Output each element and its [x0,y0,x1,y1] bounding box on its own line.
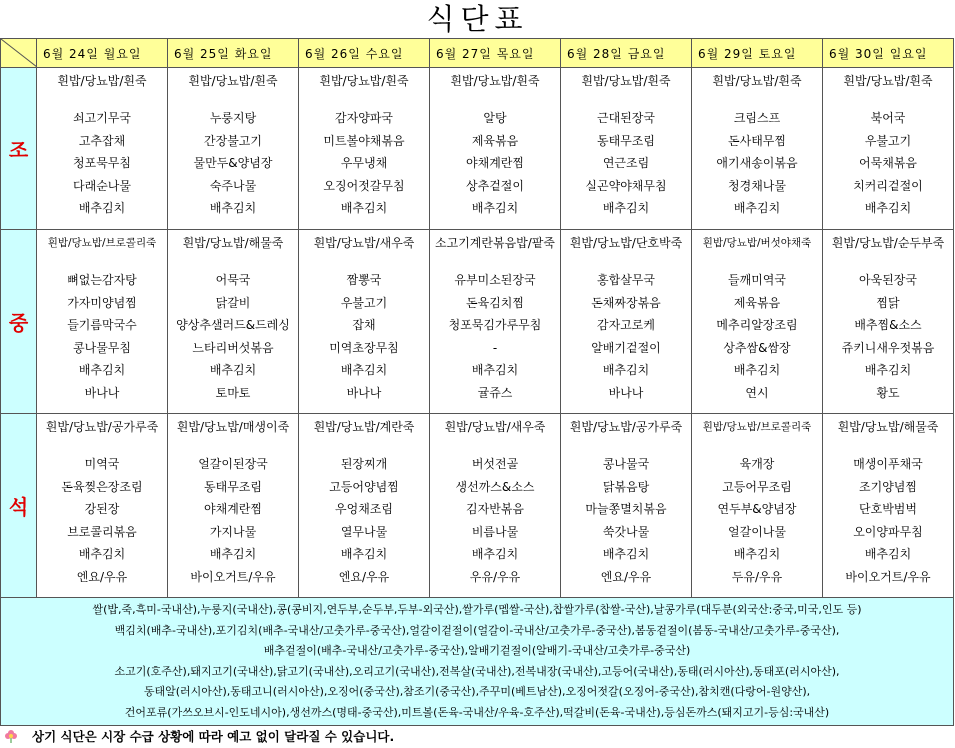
menu-cell [430,414,561,598]
origin-info [1,598,954,726]
meal-label: 중 [1,230,37,414]
dish-item: 두유/우유 [731,569,783,584]
dish-item: 연근조림 [602,156,650,170]
dish-item: 연시 [745,385,769,400]
menu-cell [168,414,299,598]
dish-item: 고등어양념찜 [329,479,399,494]
dish-item: 고등어무조림 [722,479,792,494]
menu-cell [168,230,299,414]
header-row [1,39,954,68]
dish-item: 청포묵무침 [73,156,131,170]
dish-item: 미역국 [84,457,120,471]
dish-item: 단호박범벅 [859,502,917,516]
dish-item: 다래순나물 [73,178,131,193]
dish-item: 알배기겉절이 [591,340,661,355]
menu-cell [299,230,430,414]
corner-cell [1,39,37,68]
menu-cell [692,68,823,230]
grain-item: 흰밥/당뇨밥/공가루죽 [569,420,683,434]
menu-cell [37,68,168,230]
grain-item: 흰밥/당뇨밥/새우죽 [444,420,546,434]
dish-item: 돈채짜장볶음 [591,295,661,310]
dish-item: 우엉채조림 [335,502,393,516]
dish-item: 배추김치 [864,363,912,377]
grain-item: 흰밥/당뇨밥/매생이죽 [176,420,290,434]
dish-item: 얼갈이나물 [728,524,786,539]
menu-table [0,38,954,726]
dish-item: 쑥갓나물 [602,524,650,539]
day-header: 6월 28일 금요일 [561,39,692,68]
grain-item: 흰밥/당뇨밥/흰죽 [450,74,540,88]
dish-item: 배추김치 [340,547,388,561]
dish-item: 배추김치 [209,363,257,377]
dish-item: 실곤약야채무침 [585,178,667,193]
menu-cell [823,414,954,598]
dish-item: 동태무조림 [597,133,655,148]
dish-item: 뼈없는감자탕 [67,273,137,287]
dish-item: 배추김치 [602,201,650,215]
grain-item: 흰밥/당뇨밥/해물죽 [182,236,284,250]
dish-item: 고추잡채 [78,133,126,148]
dish-item: 배추김치 [340,201,388,215]
menu-cell [561,68,692,230]
dish-item: 귤쥬스 [477,385,513,400]
dish-item: - [492,340,498,355]
origin-line: 백김치(배추-국내산),포기김치(배추-국내산/고춧가루-중국산),얼갈이겉절이(얼갈이-국내산/고춧가루-중국산),봄동겉절이(봄동-국내산/고춧가루-중국산), [114,623,840,637]
grain-item: 흰밥/당뇨밥/흰죽 [57,74,147,88]
dish-item: 누룽지탕 [209,111,257,125]
dish-item: 콩나물국 [602,457,650,471]
dish-item: 닭갈비 [215,295,251,310]
dish-item: 메추리알장조림 [716,318,798,332]
origin-row [1,598,954,726]
day-header: 6월 25일 화요일 [168,39,299,68]
dish-item: 숙주나물 [209,178,257,193]
dish-item: 야채계란찜 [466,156,524,170]
dish-item: 제육볶음 [471,133,519,148]
grain-item: 흰밥/당뇨밥/버섯야채죽 [702,237,812,249]
dish-item: 돈육찢은장조림 [61,479,143,494]
dish-item: 우유/우유 [469,569,521,584]
dish-item: 오이양파무침 [853,524,923,539]
dish-item: 어묵채볶음 [859,156,917,170]
menu-cell [561,230,692,414]
dish-item: 배추김치 [78,201,126,215]
dish-item: 동태무조림 [204,479,262,494]
dish-item: 가지나물 [209,524,257,539]
origin-line: 배추겉절이(배추-국내산/고춧가루-중국산),알배기겉절이(알배기-국내산/고춧가루-중국산) [263,644,691,657]
meal-body [1,68,954,598]
menu-cell [299,414,430,598]
dish-item: 청경채나물 [728,178,786,193]
dish-item: 양상추샐러드&드레싱 [176,318,290,332]
dish-item: 야채계란찜 [204,502,262,516]
dish-item: 배추김치 [602,547,650,561]
dish-item: 배추김치 [78,547,126,561]
grain-item: 흰밥/당뇨밥/계란죽 [313,420,415,434]
dish-item: 배추김치 [471,363,519,377]
dish-item: 닭볶음탕 [602,479,650,494]
dish-item: 생선까스&소스 [455,479,535,494]
menu-cell [430,68,561,230]
meal-label: 석 [1,414,37,598]
dish-item: 배추김치 [733,363,781,377]
dish-item: 돈사태무찜 [728,133,786,148]
origin-line: 소고기(호주산),돼지고기(국내산),닭고기(국내산),오리고기(국내산),전복살(국내산),전복내장(국내산),고등어(국내산),동태(러시아산),동태포(러시아산), [114,664,840,678]
day-header: 6월 29일 토요일 [692,39,823,68]
dish-item: 연두부&양념장 [717,502,797,516]
dish-item: 황도 [876,385,900,400]
day-header: 6월 30일 일요일 [823,39,954,68]
dish-item: 우불고기 [340,295,388,310]
grain-item: 흰밥/당뇨밥/단호박죽 [569,236,683,250]
dish-item: 배추김치 [340,363,388,377]
dish-item: 버섯전골 [471,457,519,471]
menu-cell [430,230,561,414]
dish-item: 상추겉절이 [466,178,524,193]
dish-item: 바나나 [346,385,382,400]
dish-item: 바나나 [84,385,120,400]
grain-item: 흰밥/당뇨밥/흰죽 [843,74,933,88]
menu-cell [168,68,299,230]
menu-cell [692,414,823,598]
diagonal-divider [1,39,37,67]
menu-cell [37,414,168,598]
grain-item: 흰밥/당뇨밥/흰죽 [712,74,802,88]
dish-item: 바나나 [608,385,644,400]
dish-item: 간장불고기 [204,133,262,148]
dish-item: 들깨미역국 [728,273,786,287]
dish-item: 배추김치 [733,201,781,215]
dish-item: 배추김치 [471,547,519,561]
footer-note [0,726,955,748]
origin-line: 동태알(러시아산),동태고니(러시아산),오징어(중국산),참조기(중국산),주꾸미(베트남산),오징어젓갈(오징어-중국산),참치캔(다랑어-원양산), [143,685,811,698]
grain-item: 흰밥/당뇨밥/흰죽 [581,74,671,88]
dish-item: 강된장 [84,502,120,516]
dish-item: 근대된장국 [597,111,655,125]
dish-item: 치커리겉절이 [853,178,923,193]
dish-item: 크림스프 [733,111,781,125]
dish-item: 브로콜리볶음 [67,524,137,539]
grain-item: 소고기계란볶음밥/팥죽 [435,236,555,250]
grain-item: 흰밥/당뇨밥/흰죽 [188,74,278,88]
page-title: 식단표 [426,2,529,36]
grain-item: 흰밥/당뇨밥/해물죽 [837,420,939,434]
dish-item: 오징어젓갈무침 [323,178,405,193]
day-header: 6월 26일 수요일 [299,39,430,68]
dish-item: 들기름막국수 [67,318,137,332]
dish-item: 어묵국 [215,273,251,287]
menu-cell [692,230,823,414]
dish-item: 배추찜&소스 [854,318,922,332]
meal-row [1,230,954,414]
dish-item: 제육볶음 [733,295,781,310]
dish-item: 알탕 [483,111,507,125]
dish-item: 유부미소된장국 [454,273,536,287]
dish-item: 애기새송이볶음 [716,156,798,170]
dish-item: 쥬키니새우젓볶음 [841,340,935,355]
dish-item: 우불고기 [864,133,912,148]
dish-item: 우무냉채 [340,156,388,170]
dish-item: 된장찌개 [340,457,388,471]
menu-cell [561,414,692,598]
dish-item: 비름나물 [471,524,519,539]
dish-item: 북어국 [870,111,906,125]
dish-item: 엔요/우유 [338,569,390,584]
dish-item: 조기양념찜 [859,479,917,494]
dish-item: 가자미양념찜 [67,295,137,310]
origin-line: 건어포류(가쓰오브시-인도네시아),생선까스(명태-중국산),미트볼(돈육-국내산/우육-호주산),떡갈비(돈육-국내산),등심돈까스(돼지고기-등심:국내산) [124,705,830,719]
day-header: 6월 24일 월요일 [37,39,168,68]
grain-item: 흰밥/당뇨밥/브로콜리죽 [702,421,812,433]
dish-item: 매생이푸채국 [853,457,923,471]
origin-line: 쌀(밥,죽,흑미-국내산),누룽지(국내산),콩(콩비지,연두부,순두부,두부-외국산),쌀가루(멥쌀-국산),찹쌀가루(찹쌀-국산),날콩가루(대두분(외국산:중국,미국,인도 등) [92,603,862,616]
meal-row [1,414,954,598]
grain-item: 흰밥/당뇨밥/브로콜리죽 [47,237,157,249]
meal-row [1,68,954,230]
dish-item: 쇠고기무국 [73,111,131,125]
dish-item: 토마토 [215,385,251,400]
day-header: 6월 27일 목요일 [430,39,561,68]
dish-item: 김자반볶음 [466,502,524,516]
dish-item: 찜닭 [876,295,900,310]
dish-item: 배추김치 [864,201,912,215]
dish-item: 배추김치 [209,201,257,215]
menu-cell [37,230,168,414]
dish-item: 아욱된장국 [859,273,917,287]
dish-item: 배추김치 [733,547,781,561]
meal-label: 조 [1,68,37,230]
dish-item: 육개장 [739,457,775,471]
dish-item: 돈육김치찜 [466,295,524,310]
dish-item: 잡채 [352,318,376,332]
dish-item: 홍합살무국 [597,273,655,287]
dish-item: 마늘쫑멸치볶음 [585,502,667,516]
dish-item: 배추김치 [864,547,912,561]
grain-item: 흰밥/당뇨밥/순두부죽 [831,236,945,250]
dish-item: 엔요/우유 [76,569,128,584]
dish-item: 미트볼야채볶음 [323,133,405,148]
dish-item: 미역초장무침 [329,340,399,355]
dish-item: 배추김치 [209,547,257,561]
grain-item: 흰밥/당뇨밥/새우죽 [313,236,415,250]
dish-item: 짬뽕국 [346,273,382,287]
menu-cell [299,68,430,230]
dish-item: 배추김치 [78,363,126,377]
dish-item: 감자고로케 [597,318,655,332]
dish-item: 청포묵김가루무침 [448,318,542,332]
grain-item: 흰밥/당뇨밥/공가루죽 [45,420,159,434]
menu-cell [823,230,954,414]
dish-item: 물만두&양념장 [193,156,273,170]
dish-item: 배추김치 [602,363,650,377]
dish-item: 콩나물무침 [73,340,131,355]
dish-item: 바이오거트/우유 [845,569,931,584]
dish-item: 감자양파국 [335,111,393,125]
dish-item: 바이오거트/우유 [190,569,276,584]
dish-item: 상추쌈&쌈장 [723,340,791,355]
grain-item: 흰밥/당뇨밥/흰죽 [319,74,409,88]
dish-item: 느타리버섯볶음 [192,340,274,355]
menu-cell [823,68,954,230]
dish-item: 엔요/우유 [600,569,652,584]
dish-item: 배추김치 [471,201,519,215]
dish-item: 열무나물 [340,524,388,539]
flower-icon [4,729,18,743]
dish-item: 얼갈이된장국 [198,457,268,471]
footer-note-text: 상기 식단은 시장 수급 상황에 따라 예고 없이 달라질 수 있습니다. [32,729,395,744]
